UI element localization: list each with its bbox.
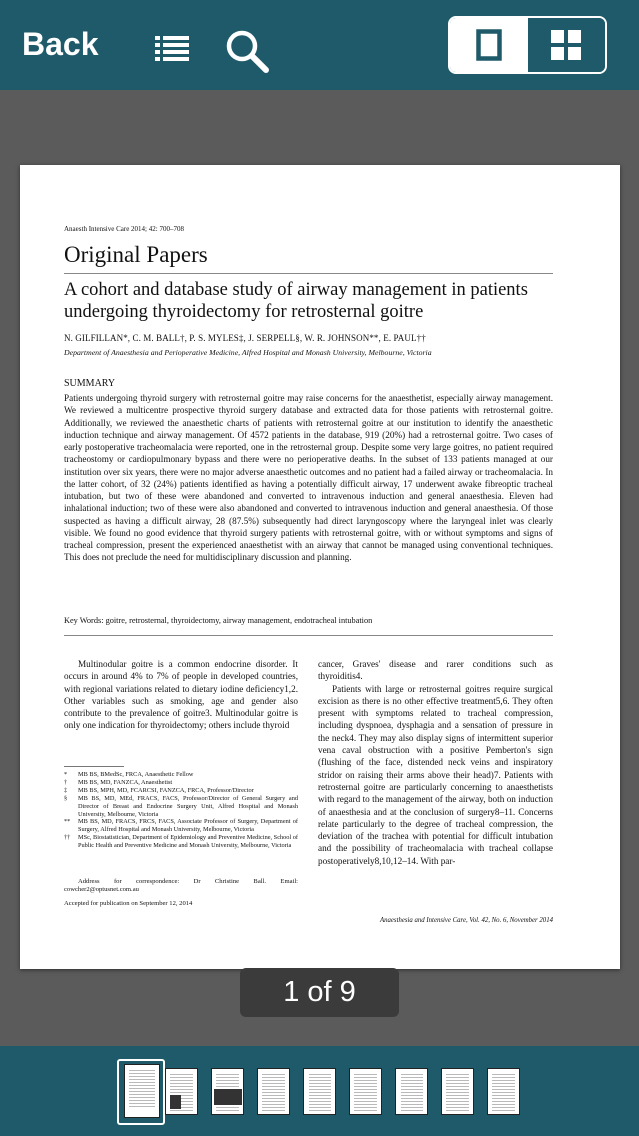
page-indicator: 1 of 9 xyxy=(240,968,399,1017)
paragraph: Patients with large or retrosternal goitres require surgical excision as there is no other effective treatment5,6. They often present with symptoms related to tracheal compression, including dyspnoea, dysphagia and a sensation of pressure in the neck4. They may also display signs of intermittent superior vena caval obstruction with a positive Pemberton's sign (flushing of the face, distended neck veins and inspiratory stridor on raising their arms above their head)7. Patients with retrosternal goitre are particularly concerning to anaesthetists with regard to the management of the airway, both on induction of anaesthesia and at the conclusion of surgery8–11. Concerns relate particularly to the degree of tracheal compression, the deviation of the trachea with potential for difficult intubation and the possibility of tracheomalacia with tracheal collapse postoperatively8,10,12–14. With par- xyxy=(318,683,553,866)
keywords: Key Words: goitre, retrosternal, thyroidectomy, airway management, endotracheal intubation xyxy=(64,616,373,625)
page-thumbnail-8[interactable] xyxy=(441,1068,474,1115)
footnote-text: MB BS, MD, FRACS, FRCS, FACS, Associate Professor of Surgery, Department of Surgery, Alfred Hospital and Monash University, Melbourne, Victoria xyxy=(78,818,298,834)
article-title: A cohort and database study of airway management in patients undergoing thyroidectomy for retrosternal goitre xyxy=(64,280,528,322)
footnote-item xyxy=(64,795,298,819)
page-thumbnail-6[interactable] xyxy=(349,1068,382,1115)
back-button[interactable]: Back xyxy=(22,26,99,62)
page-thumbnail-3[interactable] xyxy=(211,1068,244,1115)
page-thumbnail-2[interactable] xyxy=(165,1068,198,1115)
footnotes xyxy=(64,771,298,850)
page-footer: Anaesthesia and Intensive Care, Vol. 42, No. 6, November 2014 xyxy=(379,917,553,924)
page-thumbnail-7[interactable] xyxy=(395,1068,428,1115)
footnote-item xyxy=(64,779,298,787)
footnote-text: MB BS, BMedSc, FRCA, Anaesthetic Fellow xyxy=(78,771,194,778)
footnote-item xyxy=(64,818,298,834)
body-column-left: Multinodular goitre is a common endocrine disorder. It occurs in around 4% to 7% of people in developed countries, with regional variations related to dietary iodine deficiency1,2. Other variables such as smoking, age and gender also contribute to the prevalence of goitre3. Multinodular goitre is only one indication for thyroidectomy; others include thyroid xyxy=(64,659,298,731)
footnote-mark: † xyxy=(64,778,68,786)
footnote-text: MB BS, MD, FANZCA, Anaesthetist xyxy=(78,778,173,786)
page-thumbnail-1[interactable] xyxy=(124,1064,160,1118)
footnote-rule xyxy=(64,766,124,767)
view-mode-toggle xyxy=(448,16,607,74)
search-icon[interactable] xyxy=(224,28,270,74)
footnote-mark: ** xyxy=(64,818,71,826)
accepted-date: Accepted for publication on September 12, 2014 xyxy=(64,900,193,907)
grid-icon xyxy=(551,30,581,60)
page-thumbnail-4[interactable] xyxy=(257,1068,290,1115)
page-thumbnail-5[interactable] xyxy=(303,1068,336,1115)
top-toolbar xyxy=(0,0,639,90)
paragraph: cancer, Graves' disease and rarer conditions such as thyroiditis4. xyxy=(318,659,553,682)
thumbnail-strip xyxy=(0,1046,639,1136)
page-thumbnail-9[interactable] xyxy=(487,1068,520,1115)
footnote-text: MB BS, MPH, MD, FCARCSI, FANZCA, FRCA, Professor/Director xyxy=(78,786,254,794)
footnote-item xyxy=(64,771,298,779)
grid-view-button[interactable] xyxy=(528,18,606,72)
section-title: Original Papers xyxy=(64,242,208,267)
single-page-icon xyxy=(476,29,502,61)
footnote-mark: § xyxy=(64,794,68,802)
footnote-item xyxy=(64,834,298,850)
footnote-mark: ‡ xyxy=(64,786,68,794)
title-rule xyxy=(64,273,553,274)
footnote-mark: * xyxy=(64,771,68,778)
document-page[interactable] xyxy=(20,165,620,969)
list-icon[interactable] xyxy=(155,36,189,62)
summary-heading: SUMMARY xyxy=(64,378,116,389)
body-column-right xyxy=(318,658,553,867)
authors: N. GILFILLAN*, C. M. BALL†, P. S. MYLES‡, J. SERPELL§, W. R. JOHNSON**, E. PAUL†† xyxy=(64,333,426,343)
keywords-rule xyxy=(64,635,553,636)
correspondence: Address for correspondence: Dr Christine Ball. Email: cowcher2@optusnet.com.au xyxy=(64,878,298,893)
footnote-mark: †† xyxy=(64,834,71,842)
footnote-text: MSc, Biostatistician, Department of Epidemiology and Preventive Medicine, School of Public Health and Preventive Medicine and Monash University, Melbourne, Victoria xyxy=(78,834,298,850)
summary-text: Patients undergoing thyroid surgery with retrosternal goitre may raise concerns for the anaesthetist, especially airway management. We reviewed a multicentre prospective thyroid surgery database and extracted data for those patients with retrosternal goitre. Additionally, we reviewed the anaesthetic charts of patients with retrosternal goitre at our institution to identify the anaesthetic induction technique and airway management. Of 4572 patients in the database, 919 (20%) had a retrosternal goitre. Two cases of early postoperative tracheomalacia were reported, one in the retrosternal group. Despite some very large goitres, no patient required tracheostomy or cardiopulmonary bypass and there were no perioperative deaths. In the subset of 133 patients managed at our institution over six years, there were no major adverse anaesthetic outcomes and no patient had a failed airway or tracheomalacia. In the latter cohort, of 32 (24%) patients identified as having a potentially difficult airway, 17 underwent awake fibreoptic tracheal intubation, but two of these were abandoned and converted to intravenous induction and general anaesthesia. Eleven had inhalational induction; two of these were also abandoned and converted to intravenous induction and general anaesthesia. Of those suspected as having a difficult airway, 28 (87.5%) subsequently had direct laryngoscopy where the laryngeal inlet was clearly visible. We found no good evidence that thyroid surgery patients with retrosternal goitre, with or without symptoms and signs of tracheal compression, present the experienced anaesthetist with an airway that cannot be managed using conventional techniques. This does not preclude the need for multidisciplinary discussion and planning. xyxy=(64,393,553,563)
journal-reference: Anaesth Intensive Care 2014; 42: 700–708 xyxy=(64,225,184,233)
footnote-text: MB BS, MD, MEd, FRACS, FACS, Professor/Director of General Surgery and Director of Breast and Endocrine Surgery Unit, Alfred Hospital and Monash University, Melbourne, Victoria xyxy=(78,794,298,818)
affiliation: Department of Anaesthesia and Perioperative Medicine, Alfred Hospital and Monash University, Melbourne, Victoria xyxy=(64,348,432,357)
single-page-view-button[interactable] xyxy=(450,18,528,72)
footnote-item xyxy=(64,787,298,795)
